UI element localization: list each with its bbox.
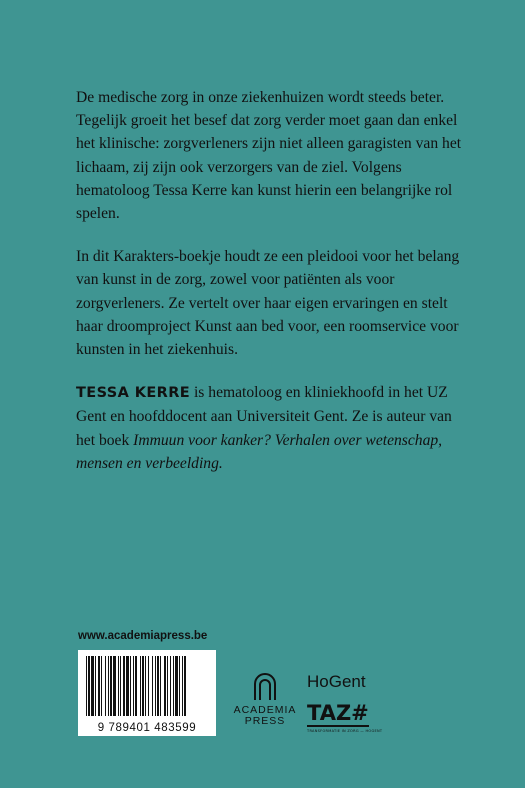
publisher-url[interactable]: www.academiapress.be [78,630,208,642]
barcode-bar [118,656,119,716]
publisher-name-line-2: PRESS [244,715,286,727]
barcode-bar [101,656,102,716]
barcode-bar [145,656,146,716]
hogent-logo: HoGent [307,672,366,691]
barcode-bar [160,656,161,716]
taz-subtitle: TRANSFORMATIE IN ZORG — HOGENT [307,729,383,733]
barcode-bar [173,656,174,716]
barcode-bars [78,650,216,720]
barcode-bar [133,656,134,716]
author-name: TESSA KERRE [76,385,191,402]
barcode-bar [152,656,153,716]
arch-icon [252,672,278,700]
barcode-bar [113,656,116,716]
barcode-bar [95,656,96,716]
author-bio [76,381,466,475]
barcode-bar [120,656,121,716]
barcode-bar [130,656,131,716]
barcode-bar [182,656,183,716]
barcode-bar [98,656,100,716]
academia-press-logo [222,672,308,727]
barcode-bar [157,656,159,716]
barcode-bar [126,656,129,716]
isbn-barcode [78,650,216,736]
taz-wordmark: TAZ# [307,701,369,725]
barcode-bar [135,656,137,716]
barcode-bar [123,656,125,716]
author-book-title: Immuun voor kanker? Verhalen over wetenschap, mensen en verbeelding. [76,431,443,472]
barcode-bar [170,656,171,716]
isbn-number: 9 789401 483599 [97,722,197,734]
barcode-bar [105,656,106,716]
barcode-bar [184,656,186,716]
taz-logo [307,702,382,733]
barcode-bar [164,656,166,716]
barcode-bar [108,656,109,716]
author-bio-text: is hematoloog en kliniekhoofd in het UZ Gent en hoofddocent aan Universiteit Gent. Ze is auteur van het boek [76,384,452,449]
barcode-bar [91,656,94,716]
publisher-name-line-1: ACADEMIA [233,704,297,716]
barcode-bar [142,656,144,716]
barcode-bar [179,656,180,716]
barcode-bar [110,656,112,716]
barcode-bar [140,656,141,716]
barcode-bar [167,656,168,716]
blurb-paragraph-1: De medische zorg in onze ziekenhuizen wordt steeds beter. Tegelijk groeit het besef dat zorg verder moet gaan dan enkel het klinische: zorgverleners zijn niet alleen garagisten van het lichaam, zij zijn ook verzorgers van de ziel. Volgens hematoloog Tessa Kerre kan kunst hierin een belangrijke rol spelen. [76,89,462,223]
barcode-bar [148,656,149,716]
barcode-bar [175,656,178,716]
barcode-bar [86,656,87,716]
barcode-bar [88,656,90,716]
blurb [76,86,466,495]
blurb-paragraph-2: In dit Karakters-boekje houdt ze een pleidooi voor het belang van kunst in de zorg, zowel voor patiënten als voor zorgverleners. Ze vertelt over haar eigen ervaringen en stelt haar droomproject Kunst aan bed voor, een roomservice voor kunsten in het ziekenhuis. [76,248,460,359]
barcode-bar [155,656,156,716]
